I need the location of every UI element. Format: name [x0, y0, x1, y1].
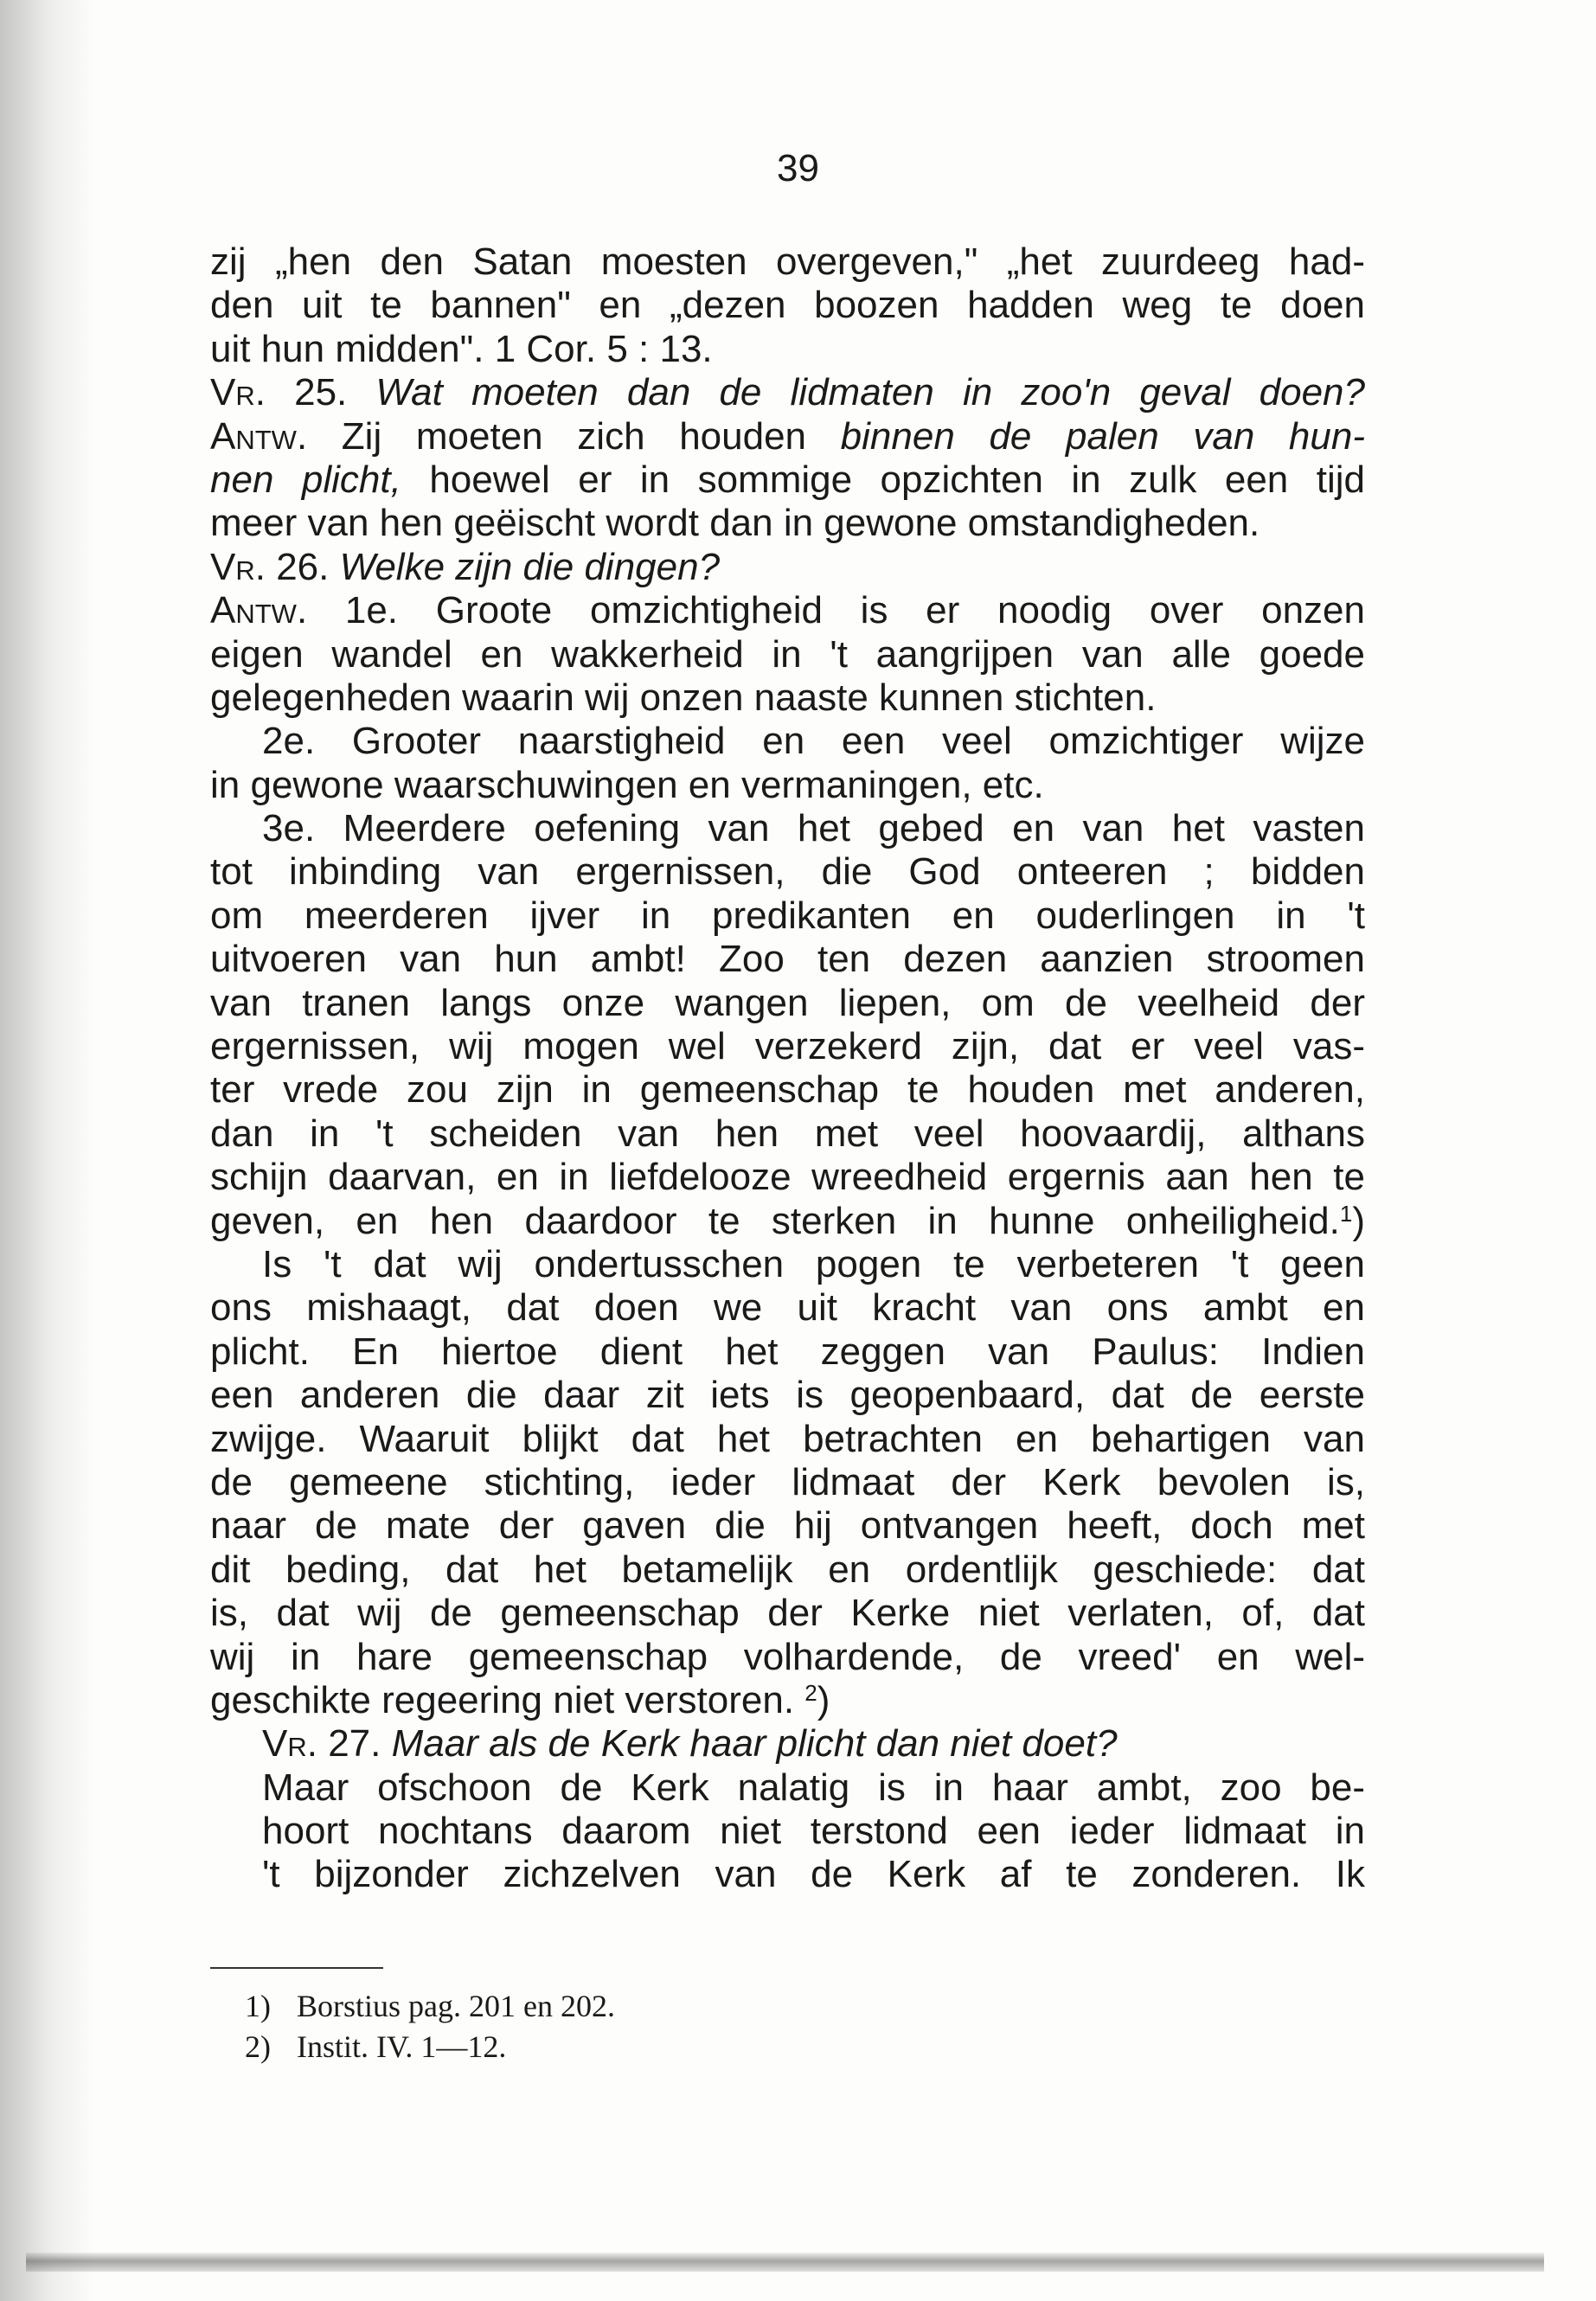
text-line [210, 240, 1365, 284]
footnote-text: Borstius pag. 201 en 202. [297, 1989, 615, 2023]
text-line [210, 850, 1365, 894]
text-line [210, 720, 1365, 763]
text-segment: gelegenheden waarin wij onzen naaste kunnen stichten. [210, 676, 1157, 719]
text-segment: schijn daarvan, en in liefdelooze wreedheid ergernis aan hen te [210, 1156, 1365, 1199]
text-segment: Vr [210, 545, 255, 588]
text-line [210, 1592, 1365, 1635]
text-segment: ) [817, 1678, 830, 1721]
text-segment: hoewel er in sommige opzichten in zulk een tijd [401, 458, 1365, 501]
text-segment: ergernissen, wij mogen wel verzekerd zijn, dat er veel vas- [210, 1025, 1365, 1068]
text-line [210, 633, 1365, 676]
text-line [210, 982, 1365, 1025]
text-segment: Antw [210, 414, 297, 458]
text-segment: ter vrede zou zijn in gemeenschap te houden met anderen, [210, 1068, 1365, 1112]
text-segment: geschikte regeering niet verstoren. [210, 1678, 805, 1721]
text-line [210, 1504, 1365, 1548]
text-segment: . 27. [306, 1722, 392, 1766]
text-segment: hoort nochtans daarom niet terstond een ieder lidmaat in [262, 1810, 1365, 1853]
footnote [245, 1986, 615, 2027]
text-line [210, 1156, 1365, 1199]
text-segment: in gewone waarschuwingen en vermaningen, etc. [210, 763, 1044, 806]
page-number: 39 [777, 147, 819, 189]
text-line [210, 1286, 1365, 1330]
italic-segment: Maar als de Kerk haar plicht dan niet doet? [391, 1722, 1118, 1766]
text-line [210, 1330, 1365, 1374]
text-line [210, 1418, 1365, 1461]
text-segment: ons mishaagt, dat doen we uit kracht van ons ambt en [210, 1286, 1365, 1330]
text-line [210, 1374, 1365, 1417]
page-edge-shadow [0, 0, 95, 2301]
text-segment: 3e. Meerdere oefening van het gebed en van het vasten [262, 807, 1365, 850]
footnote-ref: 1 [1339, 1200, 1353, 1227]
footnote-text: Instit. IV. 1—12. [297, 2029, 507, 2064]
text-segment: Vr [262, 1722, 307, 1766]
text-segment: Is 't dat wij ondertusschen pogen te verbeteren 't geen [262, 1242, 1365, 1285]
text-line [210, 1068, 1365, 1112]
text-segment: . 1e. Groote omzichtigheid is er noodig over onzen [296, 589, 1365, 632]
text-segment: 2e. Grooter naarstigheid en een veel omzichtiger wijze [262, 720, 1365, 763]
text-segment: Antw [210, 589, 297, 632]
text-segment: om meerderen ijver in predikanten en ouderlingen in 't [210, 894, 1365, 937]
italic-segment: Wat moeten dan de lidmaten in zoo'n geval doen? [375, 371, 1365, 414]
italic-segment: Welke zijn die dingen? [339, 545, 721, 588]
text-segment: zij „hen den Satan moesten overgeven," „het zuurdeeg had- [210, 240, 1365, 283]
text-line [210, 546, 1365, 589]
text-line [210, 1722, 1365, 1766]
text-segment: tot inbinding van ergernissen, die God onteeren ; bidden [210, 850, 1365, 894]
text-line [210, 1112, 1365, 1156]
text-line [210, 415, 1365, 458]
text-line [210, 371, 1365, 414]
text-segment: Maar ofschoon de Kerk nalatig is in haar ambt, zoo be- [262, 1766, 1365, 1809]
text-line [210, 807, 1365, 850]
text-segment: van tranen langs onze wangen liepen, om de veelheid der [210, 981, 1365, 1024]
text-line [210, 1636, 1365, 1679]
text-segment: een anderen die daar zit iets is geopenbaard, dat de eerste [210, 1374, 1365, 1417]
text-line [210, 676, 1365, 720]
text-line [210, 764, 1365, 807]
footnote-marker: 2) [245, 2029, 271, 2064]
text-segment: ) [1352, 1199, 1365, 1242]
body-text [210, 240, 1365, 1897]
text-line [210, 1461, 1365, 1504]
text-segment: geven, en hen daardoor te sterken in hunne onheiligheid. [210, 1199, 1340, 1242]
scan-bottom-edge [26, 2253, 1544, 2272]
text-line [210, 1810, 1365, 1853]
text-line [210, 328, 1365, 371]
text-segment: den uit te bannen" en „dezen boozen hadden weg te doen [210, 284, 1365, 327]
text-segment: Vr [210, 371, 255, 414]
text-segment: . 25. [254, 371, 376, 414]
text-segment: meer van hen geëischt wordt dan in gewone omstandigheden. [210, 502, 1260, 545]
text-segment: uit hun midden". 1 Cor. 5 : 13. [210, 327, 713, 370]
text-segment: is, dat wij de gemeenschap der Kerke niet verlaten, of, dat [210, 1592, 1365, 1635]
footnotes [245, 1986, 615, 2067]
text-line [210, 1200, 1365, 1243]
text-segment: dan in 't scheiden van hen met veel hoovaardij, althans [210, 1112, 1365, 1155]
text-line [210, 502, 1365, 545]
text-line [210, 284, 1365, 327]
footnote-rule [210, 1967, 383, 1969]
text-line [210, 894, 1365, 938]
footnote-marker: 1) [245, 1989, 271, 2023]
text-line [210, 458, 1365, 502]
footnote-ref: 2 [804, 1679, 817, 1706]
text-line [210, 1025, 1365, 1068]
text-line [210, 1243, 1365, 1286]
text-segment: 't bijzonder zichzelven van de Kerk af te zonderen. Ik [262, 1853, 1365, 1896]
text-line [210, 938, 1365, 981]
text-segment: de gemeene stichting, ieder lidmaat der Kerk bevolen is, [210, 1460, 1365, 1503]
text-segment: uitvoeren van hun ambt! Zoo ten dezen aanzien stroomen [210, 938, 1365, 981]
text-segment: dit beding, dat het betamelijk en ordentlijk geschiede: dat [210, 1548, 1365, 1591]
text-segment: eigen wandel en wakkerheid in 't aangrijpen van alle goede [210, 632, 1365, 676]
text-segment: naar de mate der gaven die hij ontvangen heeft, doch met [210, 1504, 1365, 1548]
text-segment: wij in hare gemeenschap volhardende, de vreed' en wel- [210, 1635, 1365, 1678]
footnote [245, 2027, 615, 2067]
text-line [210, 1679, 1365, 1722]
text-line [210, 1853, 1365, 1896]
italic-segment: nen plicht, [210, 458, 401, 501]
text-segment: plicht. En hiertoe dient het zeggen van Paulus: Indien [210, 1330, 1365, 1373]
text-segment: . 26. [254, 545, 340, 588]
text-segment: . Zij moeten zich houden [296, 414, 841, 458]
italic-segment: binnen de palen van hun- [840, 414, 1365, 458]
text-line [210, 589, 1365, 632]
text-segment: zwijge. Waaruit blijkt dat het betrachten en behartigen van [210, 1417, 1365, 1460]
text-line [210, 1548, 1365, 1592]
text-line [210, 1766, 1365, 1810]
